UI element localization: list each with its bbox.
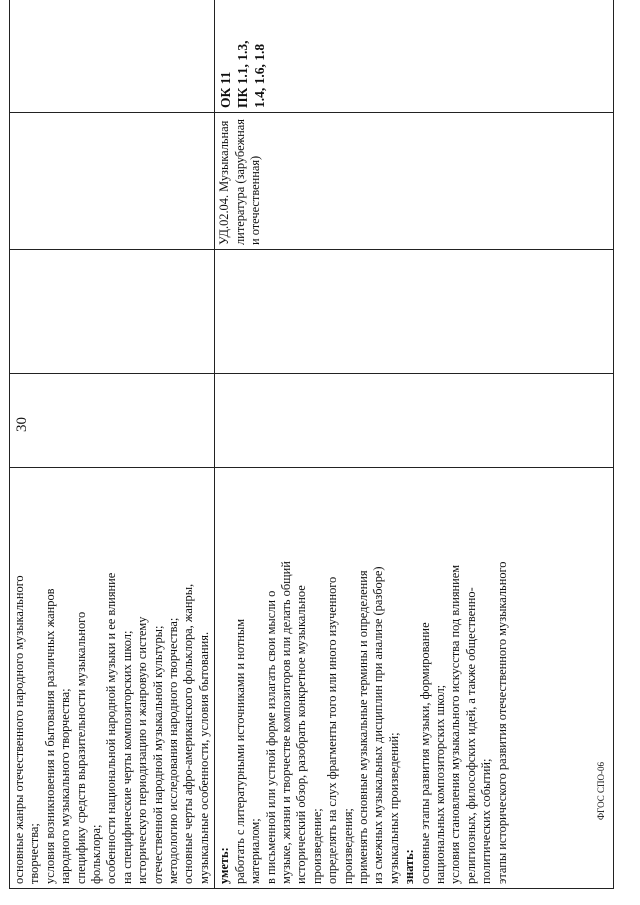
row1-hours-cell xyxy=(10,374,215,468)
text-line: методологию исследования народного творчества; xyxy=(166,617,181,884)
text-line: работать с литературными источниками и нотным xyxy=(232,618,247,884)
text-line: особенности национальной народной музыки и ее влияние xyxy=(104,572,119,884)
text-line: историческую периодизацию и жанровую систему xyxy=(135,616,150,884)
row1-discipline-cell xyxy=(10,113,215,250)
page-number: 30 xyxy=(14,417,30,432)
competency-code-line: 1.4, 1.6, 1.8 xyxy=(252,43,268,108)
row2-content-cell xyxy=(215,468,614,889)
text-line: на специфические черты композиторских школ; xyxy=(119,630,134,884)
competency-codes-cell xyxy=(215,0,614,113)
discipline-cell xyxy=(215,113,614,250)
discipline-line: и отечественная) xyxy=(248,155,263,245)
text-line: музыке, жизни и творчестве композиторов или делать общий xyxy=(278,561,293,884)
row2-hours-cell xyxy=(215,374,614,468)
text-line: музыкальных произведений; xyxy=(386,732,401,884)
table-row xyxy=(215,0,614,889)
text-line: материалом; xyxy=(248,818,263,884)
text-line: отечественной народной музыкальной культуры; xyxy=(150,625,165,884)
text-line: условия становления музыкального искусства под влиянием xyxy=(448,564,463,884)
competency-code-line: ОК 11 xyxy=(218,71,234,108)
text-line: в письменной или устной форме излагать свои мысли о xyxy=(263,590,278,884)
competency-code-line: ПК 1.1, 1.3, xyxy=(235,40,251,108)
competency-table xyxy=(9,0,614,889)
row1-codes-cell xyxy=(10,0,215,113)
text-line: из смежных музыкальных дисциплин при анализе (разборе) xyxy=(371,566,386,884)
text-line: основные жанры отечественного народного музыкального xyxy=(12,575,26,884)
text-line: фольклора; xyxy=(89,824,104,884)
text-line: музыкальные особенности, условия бытования. xyxy=(196,631,211,884)
text-line: народного музыкального творчества; xyxy=(58,688,73,884)
text-line: этапы исторического развития отечественного музыкального xyxy=(494,561,509,884)
text-line: условия возникновения и бытования различных жанров xyxy=(42,588,57,884)
row1-volume-cell xyxy=(10,250,215,374)
text-line: специфику средств выразительности музыкального xyxy=(73,611,88,884)
row2-volume-cell xyxy=(215,250,614,374)
text-line: творчества; xyxy=(27,823,42,884)
text-line: национальных композиторских школ; xyxy=(432,684,447,884)
footer-document-code: ФГОС СПО-06 xyxy=(596,762,606,820)
text-line: произведения; xyxy=(340,808,355,884)
text-line: основные этапы развития музыки, формирование xyxy=(417,622,432,884)
discipline-line: литература (зарубежная xyxy=(232,119,247,245)
competency-table-wrapper xyxy=(9,36,589,889)
table-row xyxy=(10,0,215,889)
text-line: религиозных, философских идей, а также общественно- xyxy=(463,587,478,884)
text-line: определять на слух фрагменты того или иного изученного xyxy=(325,576,340,884)
text-line: политических событий; xyxy=(479,758,494,884)
row1-content-cell xyxy=(10,468,215,889)
text-line: исторический обзор, разобрать конкретное музыкальное xyxy=(294,585,309,884)
knowledge-heading: знать: xyxy=(402,849,417,884)
skills-heading: уметь: xyxy=(217,847,232,884)
text-line: применять основные музыкальные термины и определения xyxy=(355,570,370,884)
discipline-line: УД.02.04. Музыкальная xyxy=(217,120,232,245)
text-line: основные черты афро-американского фольклора, жанры, xyxy=(181,583,196,884)
text-line: произведение; xyxy=(309,808,324,884)
